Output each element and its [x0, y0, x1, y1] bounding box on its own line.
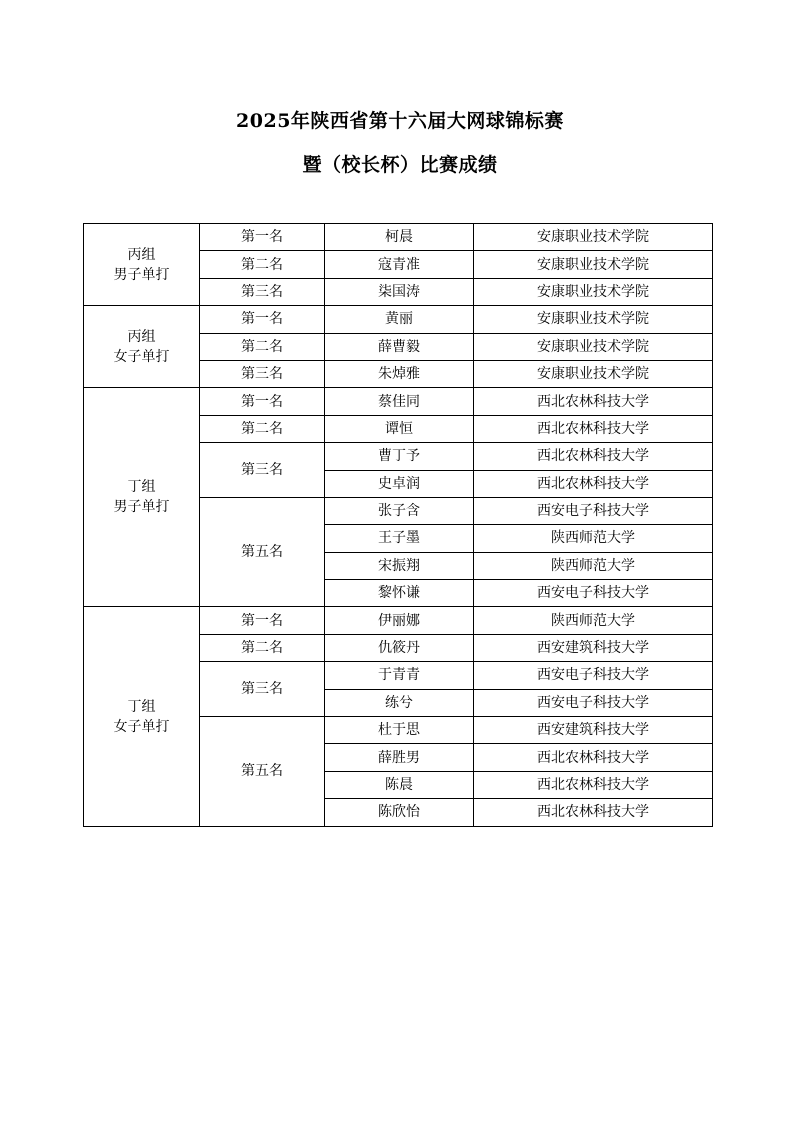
- school-cell: 安康职业技术学院: [474, 306, 713, 333]
- school-cell: 西北农林科技大学: [474, 415, 713, 442]
- school-cell: 陕西师范大学: [474, 552, 713, 579]
- player-name-cell: 王子墨: [325, 525, 474, 552]
- rank-cell: 第一名: [200, 388, 325, 415]
- results-table: [83, 223, 713, 827]
- player-name-cell: 蔡佳同: [325, 388, 474, 415]
- player-name-cell: 史卓润: [325, 470, 474, 497]
- table-row: [84, 388, 713, 415]
- document-title: 2025年陕西省第十六届大网球锦标赛: [236, 110, 564, 132]
- player-name-cell: 陈欣怡: [325, 799, 474, 826]
- player-name-cell: 黎怀谦: [325, 580, 474, 607]
- school-cell: 西安电子科技大学: [474, 662, 713, 689]
- school-cell: 西北农林科技大学: [474, 744, 713, 771]
- school-cell: 安康职业技术学院: [474, 224, 713, 251]
- table-row: [84, 306, 713, 333]
- group-age-label: 丁组: [127, 479, 156, 496]
- player-name-cell: 朱焯雅: [325, 360, 474, 387]
- school-cell: 西北农林科技大学: [474, 443, 713, 470]
- results-table-body: [84, 224, 713, 827]
- rank-cell: 第一名: [200, 224, 325, 251]
- group-age-label: 丁组: [127, 698, 156, 715]
- school-cell: 西安电子科技大学: [474, 689, 713, 716]
- player-name-cell: 柒国涛: [325, 278, 474, 305]
- rank-cell: 第一名: [200, 306, 325, 333]
- school-cell: 西北农林科技大学: [474, 470, 713, 497]
- player-name-cell: 寇青准: [325, 251, 474, 278]
- school-cell: 安康职业技术学院: [474, 333, 713, 360]
- rank-cell: 第二名: [200, 251, 325, 278]
- school-cell: 陕西师范大学: [474, 525, 713, 552]
- rank-cell: 第一名: [200, 607, 325, 634]
- group-cell: [84, 306, 200, 388]
- player-name-cell: 宋振翔: [325, 552, 474, 579]
- rank-cell: 第三名: [200, 662, 325, 717]
- group-cell: [84, 607, 200, 826]
- player-name-cell: 曹丁予: [325, 443, 474, 470]
- rank-cell: 第三名: [200, 360, 325, 387]
- player-name-cell: 薛胜男: [325, 744, 474, 771]
- player-name-cell: 伊丽娜: [325, 607, 474, 634]
- school-cell: 西安建筑科技大学: [474, 634, 713, 661]
- school-cell: 西安建筑科技大学: [474, 717, 713, 744]
- player-name-cell: 仇筱丹: [325, 634, 474, 661]
- school-cell: 西北农林科技大学: [474, 771, 713, 798]
- player-name-cell: 柯晨: [325, 224, 474, 251]
- group-cell: [84, 388, 200, 607]
- school-cell: 陕西师范大学: [474, 607, 713, 634]
- group-age-label: 丙组: [127, 246, 156, 263]
- group-event-label: 女子单打: [113, 348, 170, 365]
- rank-cell: 第五名: [200, 497, 325, 607]
- group-age-label: 丙组: [127, 328, 156, 345]
- group-event-label: 男子单打: [113, 266, 170, 283]
- school-cell: 安康职业技术学院: [474, 251, 713, 278]
- player-name-cell: 练兮: [325, 689, 474, 716]
- player-name-cell: 于青青: [325, 662, 474, 689]
- table-row: [84, 607, 713, 634]
- player-name-cell: 黄丽: [325, 306, 474, 333]
- player-name-cell: 张子含: [325, 497, 474, 524]
- school-cell: 西安电子科技大学: [474, 580, 713, 607]
- player-name-cell: 杜于思: [325, 717, 474, 744]
- player-name-cell: 薛曹毅: [325, 333, 474, 360]
- school-cell: 西北农林科技大学: [474, 388, 713, 415]
- school-cell: 西北农林科技大学: [474, 799, 713, 826]
- group-cell: [84, 224, 200, 306]
- rank-cell: 第五名: [200, 717, 325, 827]
- rank-cell: 第二名: [200, 333, 325, 360]
- school-cell: 安康职业技术学院: [474, 360, 713, 387]
- player-name-cell: 谭恒: [325, 415, 474, 442]
- group-event-label: 男子单打: [113, 499, 170, 516]
- group-event-label: 女子单打: [113, 718, 170, 735]
- rank-cell: 第二名: [200, 634, 325, 661]
- rank-cell: 第三名: [200, 278, 325, 305]
- player-name-cell: 陈晨: [325, 771, 474, 798]
- document-subtitle: 暨（校长杯）比赛成绩: [302, 154, 498, 176]
- school-cell: 安康职业技术学院: [474, 278, 713, 305]
- rank-cell: 第三名: [200, 443, 325, 498]
- rank-cell: 第二名: [200, 415, 325, 442]
- table-row: [84, 224, 713, 251]
- school-cell: 西安电子科技大学: [474, 497, 713, 524]
